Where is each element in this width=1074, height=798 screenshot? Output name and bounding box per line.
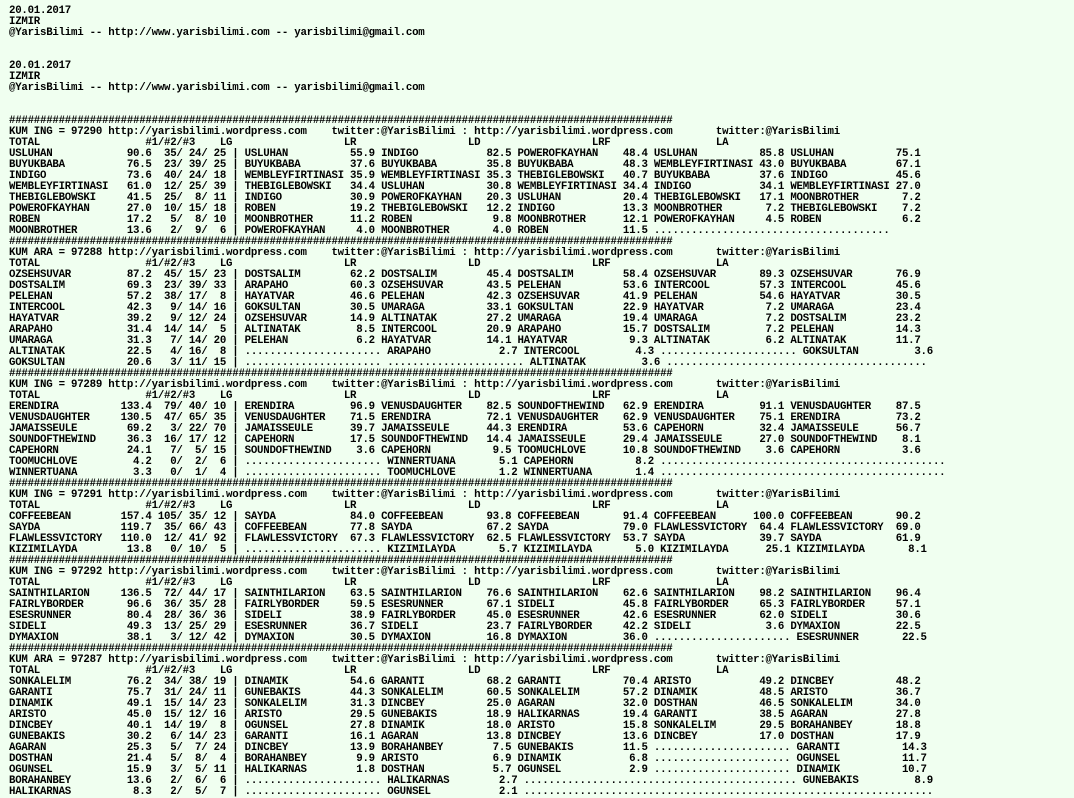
race-result-row: WEMBLEYFIRTINASI 61.0 12/ 25/ 39 | THEBIGLEBOWSKI 34.4 USLUHAN 30.8 WEMBLEYFIRTINASI 34.4 INDIGO 34.1 WEMBLEYFIRTINASI 27.0 (9, 181, 921, 193)
separator-line: ########################################################################################################### (9, 478, 673, 490)
race-result-row: INDIGO 73.6 40/ 24/ 18 | WEMBLEYFIRTINASI 35.9 WEMBLEYFIRTINASI 35.3 THEBIGLEBOWSKI 40.7 BUYUKBABA 37.6 INDIGO 45.6 (9, 170, 921, 182)
race-result-row: SAYDA 119.7 35/ 66/ 43 | COFFEEBEAN 77.8 SAYDA 67.2 SAYDA 79.0 FLAWLESSVICTORY 64.4 FLAWLESSVICTORY 69.0 (9, 522, 921, 534)
race-result-row: FLAWLESSVICTORY 110.0 12/ 41/ 92 | FLAWLESSVICTORY 67.3 FLAWLESSVICTORY 62.5 FLAWLESSVICTORY 53.7 SAYDA 39.7 SAYDA 61.9 (9, 533, 921, 545)
header-date: 20.01.2017 (9, 60, 72, 72)
race-result-row: SAINTHILARION 136.5 72/ 44/ 17 | SAINTHILARION 63.5 SAINTHILARION 76.6 SAINTHILARION 62.6 SAINTHILARION 98.2 SAINTHILARION 96.4 (9, 588, 921, 600)
race-result-row: HALIKARNAS 8.3 2/ 5/ 7 | ...................... OGUNSEL 2.1 .................................................................. (9, 786, 933, 798)
race-title: KUM ARA = 97288 http://yarisbilimi.wordpress.com twitter:@YarisBilimi : http://yarisbilimi.wordpress.com twitter:@YarisBilimi (9, 247, 840, 259)
race-result-row: ROBEN 17.2 5/ 8/ 10 | MOONBROTHER 11.2 ROBEN 9.8 MOONBROTHER 12.1 POWEROFKAYHAN 4.5 ROBEN 6.2 (9, 214, 921, 226)
race-result-row: GARANTI 75.7 31/ 24/ 11 | GUNEBAKIS 44.3 SONKALELIM 60.5 SONKALELIM 57.2 DINAMIK 48.5 ARISTO 36.7 (9, 687, 921, 699)
race-result-row: ALTINATAK 22.5 4/ 16/ 8 | ...................... ARAPAHO 2.7 INTERCOOL 4.3 ...................... GOKSULTAN 3.6 (9, 346, 933, 358)
race-result-row: OZSEHSUVAR 87.2 45/ 15/ 23 | DOSTSALIM 62.2 DOSTSALIM 45.4 DOSTSALIM 58.4 OZSEHSUVAR 89.3 OZSEHSUVAR 76.9 (9, 269, 921, 281)
blank-line (9, 39, 1074, 50)
race-result-row: DOSTHAN 21.4 5/ 8/ 4 | BORAHANBEY 9.9 ARISTO 6.9 DINAMIK 6.8 ...................... OGUNSEL 11.7 (9, 753, 927, 765)
race-result-row: VENUSDAUGHTER 130.5 47/ 65/ 35 | VENUSDAUGHTER 71.5 ERENDIRA 72.1 VENUSDAUGHTER 62.9 VENUSDAUGHTER 75.1 ERENDIRA 73.2 (9, 412, 921, 424)
race-result-row: SOUNDOFTHEWIND 36.3 16/ 17/ 12 | CAPEHORN 17.5 SOUNDOFTHEWIND 14.4 JAMAISSEULE 29.4 JAMAISSEULE 27.0 SOUNDOFTHEWIND 8.1 (9, 434, 921, 446)
race-title: KUM ING = 97291 http://yarisbilimi.wordpress.com twitter:@YarisBilimi : http://yarisbilimi.wordpress.com twitter:@YarisBilimi (9, 489, 840, 501)
race-result-row: WINNERTUANA 3.3 0/ 1/ 4 | ...................... TOOMUCHLOVE 1.2 WINNERTUANA 1.4 .............................................. (9, 467, 946, 479)
race-result-row: CAPEHORN 24.1 7/ 5/ 15 | SOUNDOFTHEWIND 3.6 CAPEHORN 9.5 TOOMUCHLOVE 10.8 SOUNDOFTHEWIND 3.6 CAPEHORN 3.6 (9, 445, 921, 457)
race-result-row: TOOMUCHLOVE 4.2 0/ 2/ 6 | ...................... WINNERTUANA 5.1 CAPEHORN 8.2 .............................................. (9, 456, 946, 468)
race-result-row: DINAMIK 49.1 15/ 14/ 23 | SONKALELIM 31.3 DINCBEY 25.0 AGARAN 32.0 DOSTHAN 46.5 SONKALELIM 34.0 (9, 698, 921, 710)
separator-line: ########################################################################################################### (9, 115, 673, 127)
race-result-row: SIDELI 49.3 13/ 25/ 29 | ESESRUNNER 36.7 SIDELI 23.7 FAIRLYBORDER 42.2 SIDELI 3.6 DYMAXION 22.5 (9, 621, 921, 633)
race-result-row: ESESRUNNER 80.4 28/ 36/ 36 | SIDELI 38.9 FAIRLYBORDER 45.0 ESESRUNNER 42.6 ESESRUNNER 62.0 SIDELI 30.6 (9, 610, 921, 622)
separator-line: ########################################################################################################### (9, 368, 673, 380)
race-result-row: USLUHAN 90.6 35/ 24/ 25 | USLUHAN 55.9 INDIGO 82.5 POWEROFKAYHAN 48.4 USLUHAN 85.8 USLUHAN 75.1 (9, 148, 921, 160)
race-column-header: TOTAL #1/#2/#3 LG LR LD LRF LA (9, 577, 729, 589)
separator-line: ########################################################################################################### (9, 236, 673, 248)
race-result-row: COFFEEBEAN 157.4 105/ 35/ 12 | SAYDA 84.0 COFFEEBEAN 93.8 COFFEEBEAN 91.4 COFFEEBEAN 100.0 COFFEEBEAN 90.2 (9, 511, 921, 523)
race-result-row: BORAHANBEY 13.6 2/ 6/ 6 | ...................... HALIKARNAS 2.7 ............................................ GUNEBAKIS 8.9 (9, 775, 933, 787)
race-column-header: TOTAL #1/#2/#3 LG LR LD LRF LA (9, 500, 729, 512)
race-result-row: FAIRLYBORDER 96.6 36/ 35/ 28 | FAIRLYBORDER 59.5 ESESRUNNER 67.1 SIDELI 45.8 FAIRLYBORDER 65.3 FAIRLYBORDER 57.1 (9, 599, 921, 611)
race-result-row: DYMAXION 38.1 3/ 12/ 42 | DYMAXION 30.5 DYMAXION 16.8 DYMAXION 36.0 ...................... ESESRUNNER 22.5 (9, 632, 927, 644)
race-result-row: KIZIMILAYDA 13.8 0/ 10/ 5 | ...................... KIZIMILAYDA 5.7 KIZIMILAYDA 5.0 KIZIMILAYDA 25.1 KIZIMILAYDA 8.1 (9, 544, 927, 556)
race-result-row: ARISTO 45.0 15/ 12/ 16 | ARISTO 29.5 GUNEBAKIS 18.9 HALIKARNAS 19.4 GARANTI 38.5 AGARAN 27.8 (9, 709, 921, 721)
race-result-row: PELEHAN 57.2 38/ 17/ 8 | HAYATVAR 46.6 PELEHAN 42.3 OZSEHSUVAR 41.9 PELEHAN 54.6 HAYATVAR 30.5 (9, 291, 921, 303)
race-result-row: UMARAGA 31.3 7/ 14/ 20 | PELEHAN 6.2 HAYATVAR 14.1 HAYATVAR 9.3 ALTINATAK 6.2 ALTINATAK 11.7 (9, 335, 921, 347)
race-result-row: MOONBROTHER 13.6 2/ 9/ 6 | POWEROFKAYHAN 4.0 MOONBROTHER 4.0 ROBEN 11.5 ...................................... (9, 225, 890, 237)
race-result-row: DOSTSALIM 69.3 23/ 39/ 33 | ARAPAHO 60.3 OZSEHSUVAR 43.5 PELEHAN 53.6 INTERCOOL 57.3 INTERCOOL 45.6 (9, 280, 921, 292)
separator-line: ########################################################################################################### (9, 643, 673, 655)
race-column-header: TOTAL #1/#2/#3 LG LR LD LRF LA (9, 137, 729, 149)
race-result-row: GUNEBAKIS 30.2 6/ 14/ 23 | GARANTI 16.1 AGARAN 13.8 DINCBEY 13.6 DINCBEY 17.0 DOSTHAN 17.9 (9, 731, 921, 743)
race-result-row: JAMAISSEULE 69.2 3/ 22/ 70 | JAMAISSEULE 39.7 JAMAISSEULE 44.3 ERENDIRA 53.6 CAPEHORN 32.4 JAMAISSEULE 56.7 (9, 423, 921, 435)
race-result-row: POWEROFKAYHAN 27.0 10/ 15/ 18 | ROBEN 19.2 THEBIGLEBOWSKI 12.2 INDIGO 13.3 MOONBROTHER 7.2 THEBIGLEBOWSKI 7.2 (9, 203, 921, 215)
race-title: KUM ING = 97290 http://yarisbilimi.wordpress.com twitter:@YarisBilimi : http://yarisbilimi.wordpress.com twitter:@YarisBilimi (9, 126, 840, 138)
header-contact: @YarisBilimi -- http://www.yarisbilimi.com -- yarisbilimi@gmail.com (9, 27, 425, 39)
race-result-row: BUYUKBABA 76.5 23/ 39/ 25 | BUYUKBABA 37.6 BUYUKBABA 35.8 BUYUKBABA 48.3 WEMBLEYFIRTINASI 43.0 BUYUKBABA 67.1 (9, 159, 921, 171)
race-result-row: DINCBEY 40.1 14/ 19/ 8 | OGUNSEL 27.8 DINAMIK 18.0 ARISTO 15.8 SONKALELIM 29.5 BORAHANBEY 18.8 (9, 720, 921, 732)
race-title: KUM ING = 97292 http://yarisbilimi.wordpress.com twitter:@YarisBilimi : http://yarisbilimi.wordpress.com twitter:@YarisBilimi (9, 566, 840, 578)
header-city: IZMIR (9, 71, 41, 83)
separator-line: ########################################################################################################### (9, 555, 673, 567)
race-column-header: TOTAL #1/#2/#3 LG LR LD LRF LA (9, 258, 729, 270)
race-column-header: TOTAL #1/#2/#3 LG LR LD LRF LA (9, 665, 729, 677)
header-city: IZMIR (9, 16, 41, 28)
race-result-row: AGARAN 25.3 5/ 7/ 24 | DINCBEY 13.9 BORAHANBEY 7.5 GUNEBAKIS 11.5 ...................... GARANTI 14.3 (9, 742, 927, 754)
race-title: KUM ARA = 97287 http://yarisbilimi.wordpress.com twitter:@YarisBilimi : http://yarisbilimi.wordpress.com twitter:@YarisBilimi (9, 654, 840, 666)
race-result-row: OGUNSEL 15.9 3/ 5/ 11 | HALIKARNAS 1.8 DOSTHAN 5.7 OGUNSEL 2.9 ...................... DINAMIK 10.7 (9, 764, 927, 776)
race-result-row: THEBIGLEBOWSKI 41.5 25/ 8/ 11 | INDIGO 30.9 POWEROFKAYHAN 20.3 USLUHAN 20.4 THEBIGLEBOWSKI 17.1 MOONBROTHER 7.2 (9, 192, 921, 204)
race-result-row: ERENDIRA 133.4 79/ 40/ 10 | ERENDIRA 96.9 VENUSDAUGHTER 82.5 SOUNDOFTHEWIND 62.9 ERENDIRA 91.1 VENUSDAUGHTER 87.5 (9, 401, 921, 413)
race-result-row: HAYATVAR 39.2 9/ 12/ 24 | OZSEHSUVAR 14.9 ALTINATAK 27.2 UMARAGA 19.4 UMARAGA 7.2 DOSTSALIM 23.2 (9, 313, 921, 325)
race-result-row: GOKSULTAN 20.6 3/ 11/ 15 | ...................... ...................... ALTINATAK 3.6 .......................................... (9, 357, 927, 369)
header-contact: @YarisBilimi -- http://www.yarisbilimi.com -- yarisbilimi@gmail.com (9, 82, 425, 94)
race-title: KUM ING = 97289 http://yarisbilimi.wordpress.com twitter:@YarisBilimi : http://yarisbilimi.wordpress.com twitter:@YarisBilimi (9, 379, 840, 391)
blank-line (9, 50, 1074, 61)
race-result-row: INTERCOOL 42.3 9/ 14/ 16 | GOKSULTAN 30.5 UMARAGA 33.1 GOKSULTAN 22.9 HAYATVAR 7.2 UMARAGA 23.4 (9, 302, 921, 314)
race-column-header: TOTAL #1/#2/#3 LG LR LD LRF LA (9, 390, 729, 402)
race-result-row: SONKALELIM 76.2 34/ 38/ 19 | DINAMIK 54.6 GARANTI 68.2 GARANTI 70.4 ARISTO 49.2 DINCBEY 48.2 (9, 676, 921, 688)
blank-line (9, 94, 1074, 105)
header-date: 20.01.2017 (9, 5, 72, 17)
race-result-row: ARAPAHO 31.4 14/ 14/ 5 | ALTINATAK 8.5 INTERCOOL 20.9 ARAPAHO 15.7 DOSTSALIM 7.2 PELEHAN 14.3 (9, 324, 921, 336)
